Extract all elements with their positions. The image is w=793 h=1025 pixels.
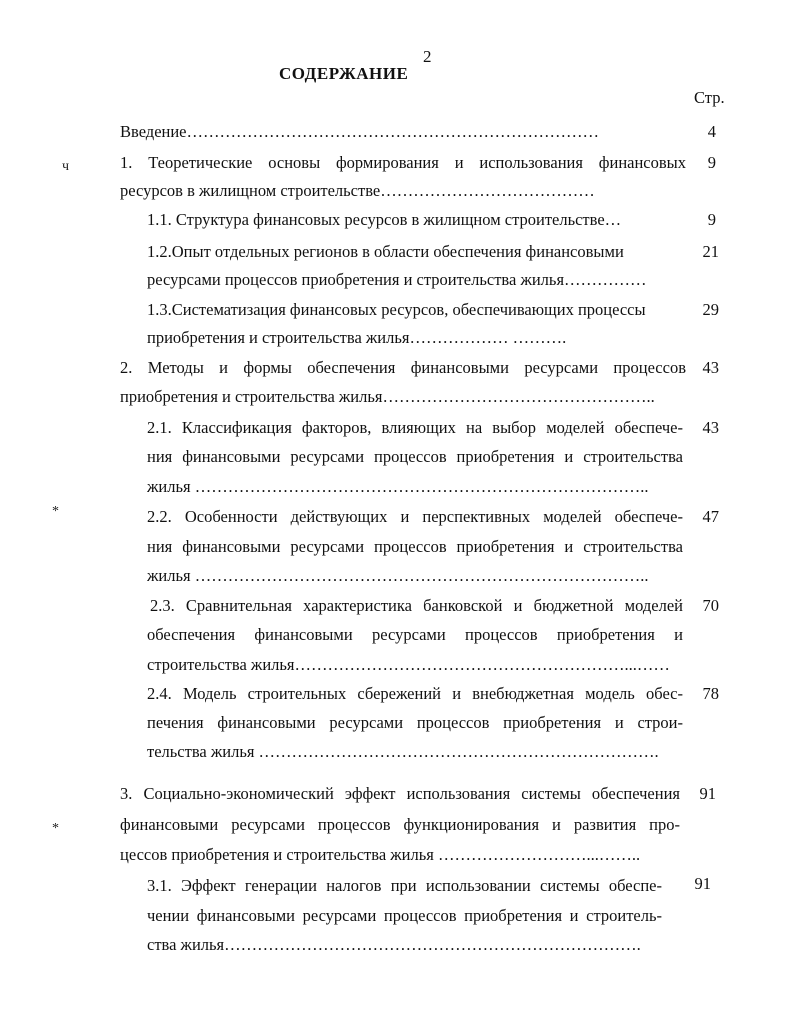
toc-entry-text: ресурсами процессов приобретения и строительства жилья……………	[147, 270, 647, 289]
toc-entry-text: 2. Методы и формы обеспечения финансовыми ресурсами процессов	[120, 358, 686, 377]
toc-entry-text: Введение…………………………………………………………………	[120, 122, 600, 141]
toc-entry-text: ния финансовыми ресурсами процессов приобретения и строительства	[147, 537, 683, 556]
toc-entry-text: 1.1. Структура финансовых ресурсов в жилищном строительстве…	[147, 210, 622, 229]
toc-entry-text: цессов приобретения и строительства жилья ………………………...……..	[120, 845, 641, 864]
toc-entry-text: строительства жилья……………………………………………………...……	[147, 655, 670, 674]
toc-entry-page: 70	[702, 596, 719, 615]
margin-mark: *	[52, 821, 59, 836]
toc-entry-text: жилья ………………………………………………………………………..	[147, 477, 649, 496]
toc-entry-text: 2.1. Классификация факторов, влияющих на выбор моделей обеспече-	[147, 418, 683, 437]
toc-entry-text: печения финансовыми ресурсами процессов приобретения и строи-	[147, 713, 683, 732]
toc-entry-page: 43	[702, 358, 719, 377]
toc-entry-text: 2.4. Модель строительных сбережений и внебюджетная модель обес-	[147, 684, 683, 703]
page-column-label: Стр.	[694, 88, 725, 107]
toc-entry-page: 91	[694, 874, 711, 893]
toc-entry-page: 9	[707, 210, 716, 229]
toc-entry-text: финансовыми ресурсами процессов функционирования и развития про-	[120, 815, 680, 834]
toc-entry-text: 3.1. Эффект генерации налогов при использовании системы обеспе-	[147, 876, 662, 895]
toc-entry-text: тельства жилья ……………………………………………………………….	[147, 742, 659, 761]
toc-entry-page: 78	[702, 684, 719, 703]
margin-mark: ч	[62, 159, 70, 174]
toc-entry-text: 1.2.Опыт отдельных регионов в области обеспечения финансовыми	[147, 242, 624, 261]
toc-entry-text: приобретения и строительства жилья……………… ……….	[147, 328, 567, 347]
toc-entry-text: 1.3.Систематизация финансовых ресурсов, обеспечивающих процессы	[147, 300, 646, 319]
toc-title: СОДЕРЖАНИЕ	[279, 64, 409, 83]
toc-entry-text: 2.3. Сравнительная характеристика банковской и бюджетной моделей	[150, 596, 683, 615]
toc-entry-text: ния финансовыми ресурсами процессов приобретения и строительства	[147, 447, 683, 466]
toc-entry-text: 3. Социально-экономический эффект использования системы обеспечения	[120, 784, 680, 803]
toc-entry-text: ства жилья………………………………………………………………….	[147, 935, 641, 954]
toc-entry-text: жилья ………………………………………………………………………..	[147, 566, 649, 585]
toc-entry-page: 21	[702, 242, 719, 261]
toc-entry-page: 91	[699, 784, 716, 803]
toc-entry-page: 9	[707, 153, 716, 172]
page-number: 2	[423, 47, 432, 66]
toc-entry-text: 2.2. Особенности действующих и перспективных моделей обеспече-	[147, 507, 683, 526]
toc-entry-page: 4	[707, 122, 716, 141]
toc-entry-page: 47	[702, 507, 719, 526]
margin-mark: *	[52, 504, 59, 519]
toc-entry-text: обеспечения финансовыми ресурсами процессов приобретения и	[147, 625, 683, 644]
toc-entry-page: 43	[702, 418, 719, 437]
toc-entry-text: чении финансовыми ресурсами процессов приобретения и строитель-	[147, 906, 662, 925]
toc-entry-text: ресурсов в жилищном строительстве…………………………………	[120, 181, 595, 200]
toc-entry-page: 29	[702, 300, 719, 319]
toc-entry-text: приобретения и строительства жилья…………………………………………..	[120, 387, 655, 406]
toc-entry-text: 1. Теоретические основы формирования и использования финансовых	[120, 153, 686, 172]
